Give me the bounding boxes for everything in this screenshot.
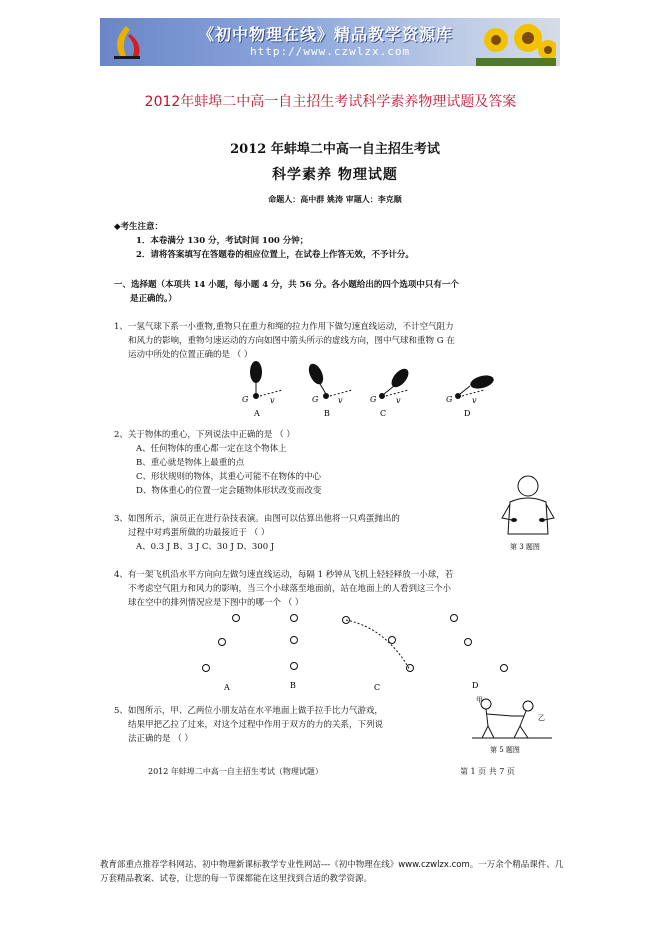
- q1-c-g-label: G: [370, 395, 377, 404]
- q4-label-c: C: [374, 683, 381, 692]
- q4-line-1: 4、有一架飞机沿水平方向向左做匀速直线运动，每隔 1 秒钟从飞机上轻轻释放一小球，若: [114, 570, 454, 580]
- exam-page: [100, 120, 570, 780]
- q4-d-ball-2: [465, 639, 472, 646]
- q5-line-1: 5、如图所示，甲、乙两位小朋友站在水平地面上做手拉手比力气游戏，: [114, 706, 383, 716]
- q5-label-yi: 乙: [538, 714, 545, 722]
- q5-tug-figure: [472, 694, 552, 756]
- site-logo-icon: [108, 22, 144, 62]
- q4-label-a: A: [224, 683, 230, 692]
- site-banner: [100, 18, 560, 66]
- q1-option-c: [370, 366, 412, 418]
- q1-d-g-label: G: [446, 395, 453, 404]
- section-1-heading: 一、选择题（本项共 14 小题，每小题 4 分，共 56 分。各小题给出的四个选项中只有一个: [114, 280, 459, 290]
- notice-2: 2．请将答案填写在答题卷的相应位置上，在试卷上作答无效，不予计分。: [136, 250, 414, 260]
- q3-line-1: 3、如图所示，演员正在进行杂技表演。由图可以估算出他将一只鸡蛋抛出的: [114, 514, 400, 524]
- exam-title: 2012 年蚌埠二中高一自主招生考试: [230, 142, 440, 157]
- q5-line-3: 法正确的是 （ ）: [128, 734, 193, 744]
- q5-figure-caption: 第 5 题图: [490, 746, 520, 754]
- q1-figure: [220, 360, 520, 420]
- section-1-heading-cont: 是正确的。）: [130, 294, 177, 304]
- exam-footer-left: 2012 年蚌埠二中高一自主招生考试（物理试题）: [148, 767, 323, 776]
- banner-title: 《初中物理在线》精品教学资源库: [198, 25, 454, 44]
- q1-label-a: A: [254, 409, 260, 418]
- q1-option-a: [242, 361, 282, 418]
- q4-line-2: 不考虑空气阻力和风力的影响，当三个小球落至地面前，站在地面上的人看到这三个小: [128, 584, 452, 594]
- q1-option-d: [446, 373, 495, 418]
- q4-b-ball-2: [291, 637, 298, 644]
- q4-c-ball-3: [407, 665, 414, 672]
- q2-option-a: A、任何物体的重心都一定在这个物体上: [136, 444, 287, 454]
- exam-authors: 命题人：高中群 姚涛 审题人：李克顺: [268, 194, 402, 204]
- notice-title: ◆考生注意：: [114, 222, 164, 232]
- q4-c-ball-2: [389, 637, 396, 644]
- notice-1: 1．本卷满分 130 分，考试时间 100 分钟；: [136, 236, 309, 246]
- q1-a-v-label: v: [270, 396, 275, 405]
- q4-a-ball-1: [233, 615, 240, 622]
- q4-label-d: D: [472, 681, 479, 690]
- q2-option-d: D、物体重心的位置一定会随物体形状改变而改变: [136, 486, 322, 496]
- q1-d-v-label: v: [472, 396, 477, 405]
- q1-c-v-label: v: [396, 396, 401, 405]
- exam-subtitle: 科学素养 物理试题: [272, 167, 398, 183]
- q5-label-jia: 甲: [476, 696, 483, 704]
- document-title: 2012年蚌埠二中高一自主招生考试科学素养物理试题及答案: [144, 94, 517, 110]
- q4-d-ball-1: [451, 615, 458, 622]
- q1-a-g-label: G: [242, 395, 249, 404]
- sunflower-icon: [476, 20, 556, 66]
- q4-label-b: B: [290, 681, 296, 690]
- q4-b-ball-3: [291, 663, 298, 670]
- q1-label-b: B: [324, 409, 330, 418]
- q1-label-d: D: [464, 409, 471, 418]
- q1-line-3: 运动中所处的位置正确的是 （ ）: [128, 350, 253, 360]
- q2-option-c: C、形状规则的物体，其重心可能不在物体的中心: [136, 472, 322, 482]
- bottom-promo-note: 教育部重点推荐学科网站、初中物理新课标教学专业性网站---《初中物理在线》www.czwlzx.com。一万余个精品课件、几万套精品教案、试卷，让您的每一节课都能在这里找到合适的教学资源。: [100, 860, 564, 884]
- q4-line-3: 球在空中的排列情况应是下图中的哪一个 （ ）: [128, 598, 304, 608]
- q4-b-ball-1: [291, 615, 298, 622]
- banner-url[interactable]: http://www.czwlzx.com: [250, 45, 411, 58]
- q1-b-g-label: G: [312, 395, 319, 404]
- q4-a-ball-3: [203, 665, 210, 672]
- q1-label-c: C: [380, 409, 387, 418]
- q3-options: A、0.3 J B、3 J C、30 J D、300 J: [136, 542, 275, 552]
- exam-footer-page: 第 1 页 共 7 页: [460, 767, 515, 776]
- q4-c-trajectory: [346, 620, 410, 670]
- q4-d-ball-3: [501, 665, 508, 672]
- q2-option-b: B、重心就是物体上最重的点: [136, 458, 245, 468]
- q1-line-1: 1、一氢气球下系一小重物,重物只在重力和绳的拉力作用下做匀速直线运动，不计空气阻力: [114, 322, 454, 332]
- q4-figure: [190, 610, 530, 692]
- q3-juggler-figure: [498, 472, 560, 552]
- q5-line-2: 结果甲把乙拉了过来，对这个过程中作用于双方的力的关系，下列说: [128, 720, 384, 730]
- q1-line-2: 和风力的影响，重物匀速运动的方向如图中箭头所示的虚线方向，图中气球和重物 G 在: [128, 336, 455, 346]
- q1-b-v-label: v: [338, 396, 343, 405]
- q2-line-1: 2、关于物体的重心，下列说法中正确的是 （ ）: [114, 430, 295, 440]
- q3-figure-caption: 第 3 题图: [510, 543, 540, 551]
- q1-option-b: [306, 361, 352, 418]
- q4-a-ball-2: [219, 639, 226, 646]
- q3-line-2: 过程中对鸡蛋所做的功最接近于 （ ）: [128, 528, 270, 538]
